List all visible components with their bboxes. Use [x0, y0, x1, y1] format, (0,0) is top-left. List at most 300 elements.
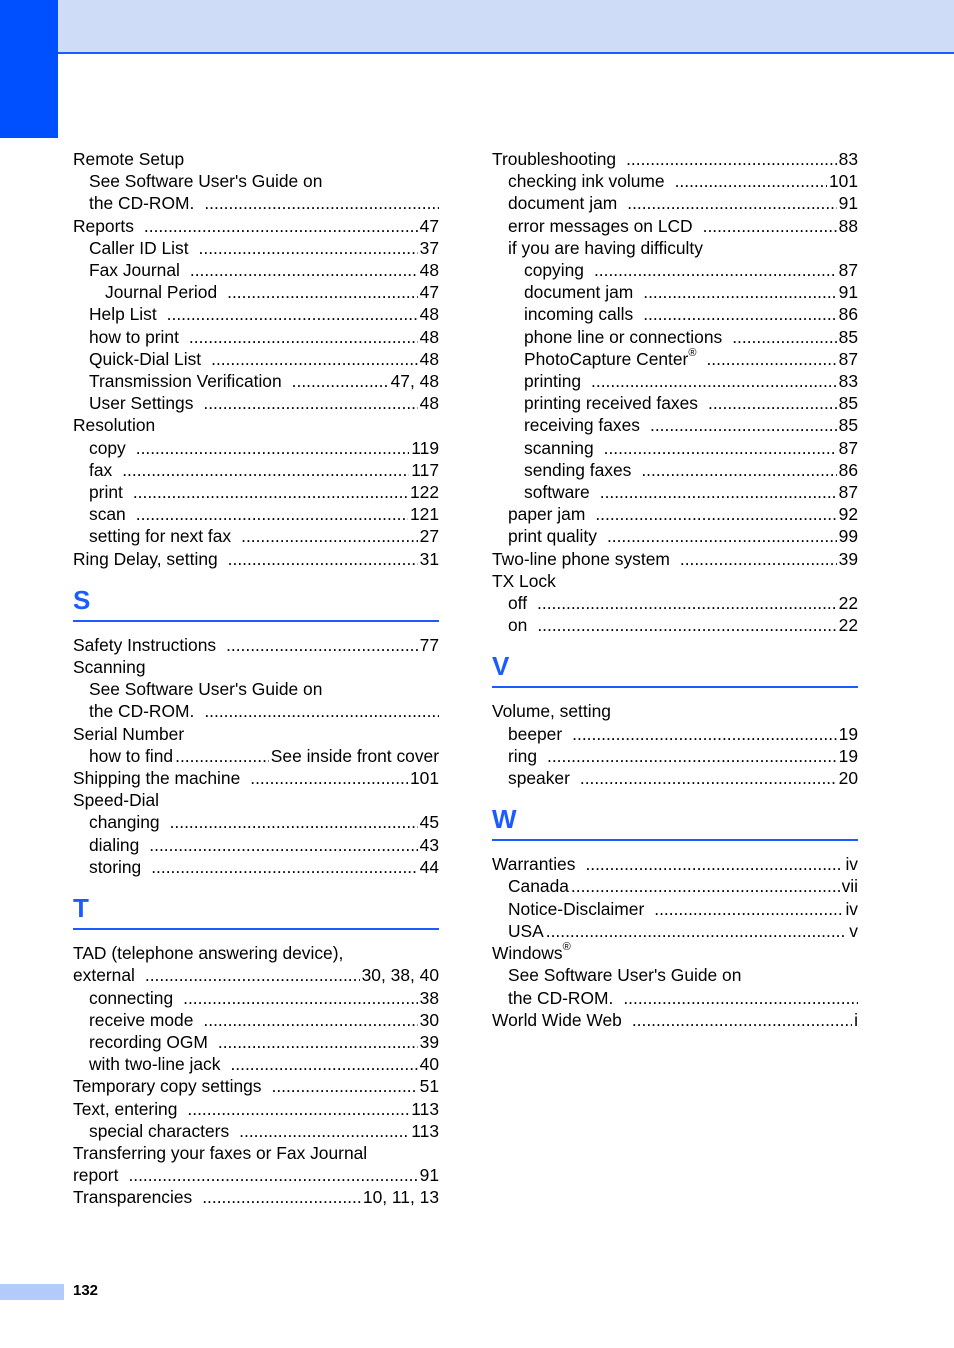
entry-label-text: speaker: [508, 768, 570, 789]
dot-leader: [547, 745, 837, 767]
dot-leader: [585, 853, 843, 875]
dot-leader: [226, 634, 418, 656]
entry-label-text: Journal Period: [105, 282, 218, 303]
entry-label-text: Resolution: [73, 415, 156, 436]
entry-label: [508, 767, 580, 789]
index-entry: [73, 326, 439, 348]
index-entry: [73, 348, 439, 370]
entry-label: [73, 942, 353, 964]
section-letter: W: [492, 804, 517, 835]
page-ref: 48: [419, 326, 439, 347]
index-entry: [492, 237, 858, 259]
index-entry: [73, 370, 439, 392]
entry-label: [508, 503, 595, 525]
entry-label-text: copying: [524, 260, 584, 281]
page-ref: 88: [838, 215, 858, 236]
section-letter: V: [492, 651, 510, 682]
entry-label-text: setting for next fax: [89, 526, 232, 547]
entry-label: [89, 525, 241, 547]
entry-label: [524, 481, 600, 503]
dot-leader: [203, 392, 417, 414]
entry-label-text: Quick-Dial List: [89, 348, 202, 369]
dot-leader: [626, 148, 837, 170]
entry-label-text: Transmission Verification: [89, 371, 282, 392]
page-ref: iv: [845, 854, 858, 875]
dot-leader: [175, 745, 269, 767]
index-entry: [73, 1053, 439, 1075]
entry-label: [73, 414, 165, 436]
index-entry: [492, 281, 858, 303]
dot-leader: [650, 414, 837, 436]
index-entry: [492, 370, 858, 392]
entry-label-text: Help List: [89, 304, 157, 325]
dot-leader: [122, 459, 409, 481]
entry-label: [73, 767, 250, 789]
index-entry: [492, 414, 858, 436]
entry-label: [89, 700, 204, 722]
index-entry: [492, 875, 858, 897]
entry-label-text: fax: [89, 459, 113, 480]
index-entry: [73, 1120, 439, 1142]
entry-label-text: external: [73, 965, 135, 986]
dot-leader: [537, 592, 837, 614]
entry-label: [492, 1009, 632, 1031]
entry-label-text: Shipping the machine: [73, 768, 241, 789]
page-ref: 87: [838, 348, 858, 369]
page-ref: 47, 48: [390, 371, 439, 392]
dot-leader: [227, 281, 418, 303]
entry-label-text: User Settings: [89, 393, 194, 414]
header-band: [58, 0, 954, 54]
entry-label: [105, 281, 227, 303]
entry-label: [524, 259, 594, 281]
entry-label: [492, 148, 626, 170]
entry-label-text: receiving faxes: [524, 415, 640, 436]
dot-leader: [218, 1031, 418, 1053]
entry-label: [73, 723, 194, 745]
entry-label: [89, 481, 133, 503]
index-entry: [73, 503, 439, 525]
entry-label-text: Serial Number: [73, 723, 185, 744]
page-ref: 38: [419, 987, 439, 1008]
entry-label: [89, 1031, 218, 1053]
entry-label-text: checking ink volume: [508, 171, 665, 192]
index-entry: [73, 281, 439, 303]
index-entry: [492, 459, 858, 481]
entry-label-text: Remote Setup: [73, 149, 185, 169]
entry-label: [89, 834, 149, 856]
page-ref: 91: [419, 1165, 439, 1186]
dot-leader: [241, 525, 418, 547]
section-header: [492, 789, 858, 853]
index-entry: [492, 592, 858, 614]
entry-label-text: Volume, setting: [492, 701, 611, 722]
page-ref: 85: [838, 393, 858, 414]
index-entry: [73, 964, 439, 986]
section-letter: S: [73, 584, 91, 615]
entry-label-text: beeper: [508, 723, 563, 744]
entry-label-text: special characters: [89, 1120, 230, 1141]
page-ref: 85: [838, 326, 858, 347]
entry-label-text: with two-line jack: [89, 1054, 221, 1075]
entry-label-text: Reports: [73, 215, 134, 236]
index-entry: [492, 570, 858, 592]
page-ref: 31: [419, 548, 439, 569]
entry-label: [89, 678, 332, 700]
index-entry: [73, 834, 439, 856]
page-ref: 113: [411, 1120, 439, 1141]
dot-leader: [708, 392, 837, 414]
entry-label-text: Temporary copy settings: [73, 1076, 262, 1097]
index-entry: [492, 503, 858, 525]
index-entry: [492, 987, 858, 1009]
entry-label-text: Two-line phone system: [492, 548, 670, 569]
entry-label: [524, 326, 732, 348]
page-ref: 43: [419, 834, 439, 855]
index-entry: [73, 856, 439, 878]
page-ref: 22: [838, 593, 858, 614]
page-ref: 85: [838, 415, 858, 436]
entry-label-text: off: [508, 593, 528, 614]
index-entry: [73, 414, 439, 436]
index-entry: [73, 259, 439, 281]
entry-label-text: Troubleshooting: [492, 149, 617, 169]
index-entry: [73, 215, 439, 237]
dot-leader: [199, 237, 418, 259]
index-entry: [492, 170, 858, 192]
page-ref: iv: [845, 898, 858, 919]
entry-label-text: Canada: [508, 876, 569, 897]
entry-label: [508, 987, 623, 1009]
index-entry: [492, 148, 858, 170]
entry-label: [89, 192, 204, 214]
index-entry: [73, 437, 439, 459]
entry-label: [524, 459, 641, 481]
section-header: [73, 570, 439, 634]
index-entry: [73, 811, 439, 833]
entry-label-text: how to find: [89, 745, 174, 766]
entry-label: [73, 1186, 202, 1208]
dot-leader: [228, 548, 418, 570]
page-ref: 20: [838, 768, 858, 789]
entry-label-text: Transferring your faxes or Fax Journal: [73, 1142, 368, 1163]
index-entry: [73, 634, 439, 656]
dot-leader: [571, 875, 840, 897]
section-rule: [73, 620, 439, 622]
section-rule: [492, 686, 858, 688]
entry-label-text: Speed-Dial: [73, 790, 160, 811]
entry-label: [89, 437, 136, 459]
dot-leader: [580, 767, 837, 789]
entry-label: [89, 170, 332, 192]
page-ref: 39: [419, 1031, 439, 1052]
entry-label: [508, 525, 607, 547]
page-ref: 47: [419, 282, 439, 303]
entry-label-text: Windows: [492, 943, 563, 964]
entry-label-text: the CD-ROM.: [508, 987, 614, 1008]
dot-leader: [271, 1075, 417, 1097]
index-entry: [73, 525, 439, 547]
entry-label: [508, 215, 703, 237]
entry-label-text: report: [73, 1165, 119, 1186]
page-number: 132: [73, 1282, 99, 1299]
page-ref: 27: [419, 526, 439, 547]
dot-leader: [572, 723, 837, 745]
dot-leader: [183, 987, 418, 1009]
index-entry: [492, 767, 858, 789]
entry-label: [508, 592, 537, 614]
page-ref: 47: [419, 215, 439, 236]
page-ref: 91: [838, 282, 858, 303]
entry-label-text: Transparencies: [73, 1187, 193, 1208]
entry-label: [73, 215, 144, 237]
entry-label-text: scanning: [524, 437, 594, 458]
entry-label-text: recording OGM: [89, 1031, 208, 1052]
page-ref: 87: [838, 437, 858, 458]
index-entry: [73, 192, 439, 214]
section-rule: [73, 928, 439, 930]
index-entry: [492, 745, 858, 767]
entry-label: [89, 856, 151, 878]
page-ref: 86: [838, 459, 858, 480]
page-ref: 30: [419, 1009, 439, 1030]
entry-label-text: sending faxes: [524, 459, 632, 480]
dot-leader: [203, 1009, 417, 1031]
registered-mark: ®: [562, 942, 571, 954]
entry-label: [524, 281, 643, 303]
entry-label-text: how to print: [89, 326, 179, 347]
page-ref: 10, 11, 13: [362, 1187, 439, 1208]
dot-leader: [594, 259, 837, 281]
index-entry: [73, 942, 439, 964]
entry-label: [524, 370, 591, 392]
dot-leader: [204, 700, 439, 722]
page-ref: i: [854, 1009, 858, 1030]
dot-leader: [732, 326, 836, 348]
index-entry: [73, 767, 439, 789]
dot-leader: [643, 303, 836, 325]
section-header: [73, 878, 439, 942]
index-entry: [492, 898, 858, 920]
index-column-right: [492, 148, 858, 1031]
entry-label-text: PhotoCapture Center: [524, 348, 689, 369]
index-entry: [73, 987, 439, 1009]
index-entry: [73, 700, 439, 722]
index-entry: [73, 1031, 439, 1053]
page-ref: 48: [419, 304, 439, 325]
page-ref: 86: [838, 304, 858, 325]
entry-label: [73, 1098, 187, 1120]
entry-label-text: printing received faxes: [524, 393, 698, 414]
page-ref: v: [849, 920, 858, 941]
dot-leader: [680, 548, 837, 570]
page-ref: 87: [838, 260, 858, 281]
entry-label: [89, 392, 203, 414]
index-entry: [73, 1009, 439, 1031]
entry-label: [524, 348, 706, 370]
entry-label-text: TAD (telephone answering device),: [73, 943, 344, 964]
index-entry: [73, 1075, 439, 1097]
dot-leader: [230, 1053, 417, 1075]
entry-label: [73, 964, 145, 986]
page-ref: 22: [838, 615, 858, 636]
dot-leader: [144, 215, 418, 237]
index-entry: [492, 525, 858, 547]
dot-leader: [643, 281, 836, 303]
index-entry: [492, 700, 858, 722]
entry-label: [89, 1053, 230, 1075]
dot-leader: [654, 898, 843, 920]
entry-label: [89, 370, 292, 392]
dot-leader: [250, 767, 408, 789]
page-ref: 77: [419, 634, 439, 655]
index-entry: [492, 548, 858, 570]
entry-label-text: Notice-Disclaimer: [508, 898, 645, 919]
index-entry: [492, 303, 858, 325]
page-ref: 101: [828, 171, 858, 192]
entry-label-text: USA: [508, 920, 544, 941]
dot-leader: [128, 1164, 417, 1186]
entry-label: [508, 898, 654, 920]
index-entry: [492, 614, 858, 636]
entry-label: [73, 656, 156, 678]
index-entry: [73, 1164, 439, 1186]
entry-label-text: the CD-ROM.: [89, 193, 195, 214]
entry-label-text: Ring Delay, setting: [73, 548, 218, 569]
entry-label: [508, 170, 675, 192]
index-entry: [492, 348, 858, 370]
page-ref: 40: [419, 1054, 439, 1075]
page-ref: 122: [409, 482, 439, 503]
dot-leader: [149, 834, 417, 856]
page-ref: 37: [419, 237, 439, 258]
index-entry: [73, 459, 439, 481]
page-ref: 45: [419, 812, 439, 833]
section-rule: [492, 839, 858, 841]
dot-leader: [190, 259, 418, 281]
footer-tab: [0, 1284, 64, 1300]
entry-label: [89, 503, 136, 525]
entry-label: [524, 392, 708, 414]
dot-leader: [591, 370, 837, 392]
entry-label: [89, 326, 189, 348]
index-entry: [73, 789, 439, 811]
page-ref: 48: [419, 348, 439, 369]
entry-label-text: receive mode: [89, 1009, 194, 1030]
dot-leader: [187, 1098, 409, 1120]
index-entry: [73, 678, 439, 700]
dot-leader: [151, 856, 417, 878]
dot-leader: [604, 437, 837, 459]
index-entry: [492, 215, 858, 237]
dot-leader: [202, 1186, 361, 1208]
entry-label-text: copy: [89, 437, 126, 458]
dot-leader: [189, 326, 418, 348]
entry-label: [524, 303, 643, 325]
page-ref: 91: [838, 193, 858, 214]
index-entry: [73, 723, 439, 745]
entry-label: [508, 875, 571, 897]
dot-leader: [641, 459, 836, 481]
index-entry: [73, 392, 439, 414]
index-entry: [492, 723, 858, 745]
page-ref: 113: [411, 1098, 439, 1119]
page-ref: 117: [411, 459, 439, 480]
chapter-tab: [0, 0, 58, 138]
index-entry: [73, 1186, 439, 1208]
entry-label: [89, 745, 175, 767]
page-ref: See inside front cover: [270, 745, 439, 766]
entry-label-text: storing: [89, 856, 142, 877]
index-entry: [492, 481, 858, 503]
entry-label: [89, 459, 122, 481]
index-entry: [73, 481, 439, 503]
index-entry: [73, 745, 439, 767]
entry-label-text: incoming calls: [524, 304, 634, 325]
entry-label: [73, 1164, 128, 1186]
entry-label: [524, 437, 604, 459]
page-ref: 92: [838, 504, 858, 525]
entry-label: [73, 1075, 271, 1097]
entry-label-text: ring: [508, 745, 537, 766]
entry-label: [89, 348, 211, 370]
dot-leader: [706, 348, 836, 370]
page-ref: 87: [838, 482, 858, 503]
page-ref: 119: [411, 437, 439, 458]
dot-leader: [136, 503, 408, 525]
entry-label-text: World Wide Web: [492, 1009, 622, 1030]
entry-label: [89, 1009, 203, 1031]
index-entry: [492, 964, 858, 986]
dot-leader: [600, 481, 837, 503]
entry-label-text: changing: [89, 812, 160, 833]
index-entry: [492, 192, 858, 214]
entry-label-text: connecting: [89, 987, 174, 1008]
index-entry: [492, 853, 858, 875]
entry-label: [89, 811, 170, 833]
entry-label: [89, 1120, 239, 1142]
entry-label-text: See Software User's Guide on: [508, 965, 742, 986]
entry-label: [89, 987, 183, 1009]
page-ref: 48: [419, 393, 439, 414]
entry-label-text: TX Lock: [492, 570, 556, 591]
entry-label-text: Fax Journal: [89, 260, 180, 281]
entry-label: [508, 964, 751, 986]
entry-label: [89, 237, 199, 259]
entry-label-text: See Software User's Guide on: [89, 171, 323, 192]
entry-label-text: phone line or connections: [524, 326, 723, 347]
entry-label: [492, 942, 581, 964]
entry-label-text: See Software User's Guide on: [89, 679, 323, 700]
dot-leader: [595, 503, 836, 525]
entry-label-text: document jam: [508, 193, 618, 214]
entry-label: [73, 548, 228, 570]
page-ref: 30, 38, 40: [361, 965, 439, 986]
entry-label-text: Text, entering: [73, 1098, 178, 1119]
dot-leader: [623, 987, 858, 1009]
index-entry: [73, 303, 439, 325]
page-ref: 121: [409, 504, 439, 525]
dot-leader: [145, 964, 360, 986]
index-entry: [73, 548, 439, 570]
entry-label-text: paper jam: [508, 504, 586, 525]
index-entry: [492, 326, 858, 348]
dot-leader: [170, 811, 418, 833]
page-ref: 99: [838, 526, 858, 547]
index-entry: [73, 148, 439, 170]
entry-label-text: on: [508, 615, 528, 636]
entry-label-text: if you are having difficulty: [508, 237, 703, 258]
